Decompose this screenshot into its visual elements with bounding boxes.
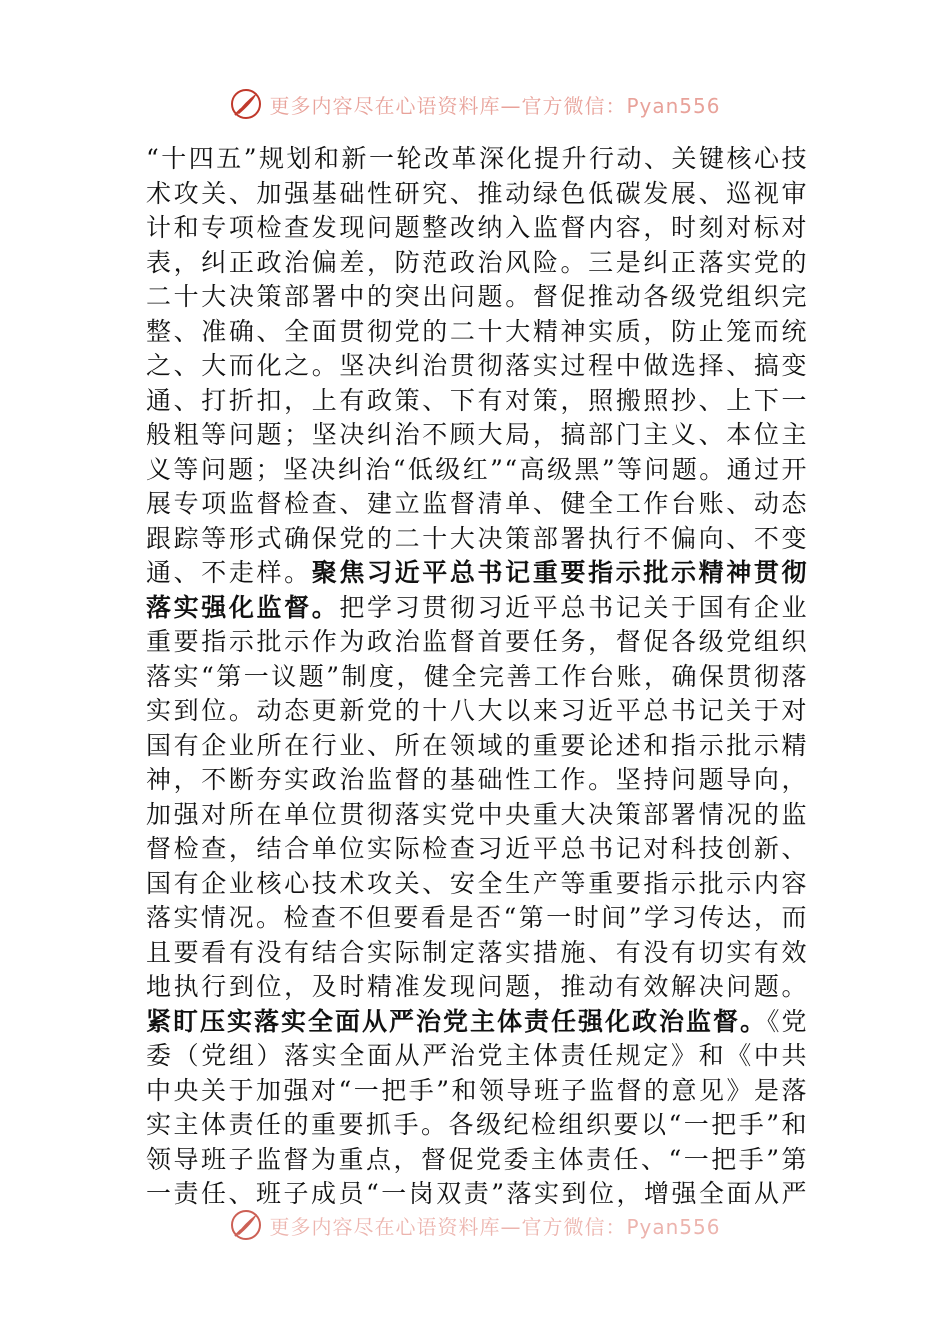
quill-logo-icon bbox=[229, 87, 263, 121]
header-watermark bbox=[0, 84, 950, 124]
footer-watermark bbox=[0, 1205, 950, 1245]
paragraph-segment: “十四五”规划和新一轮改革深化提升行动、关键核心技术攻关、加强基础性研究、推动绿色低碳发展、巡视审计和专项检查发现问题整改纳入监督内容，时刻对标对表，纠正政治偏差，防范政治风险。三是纠正落实党的二十大决策部署中的突出问题。督促推动各级党组织完整、准确、全面贯彻党的二十大精神实质，防止笼而统之、大而化之。坚决纠治贯彻落实过程中做选择、搞变通、打折扣，上有政策、下有对策，照搬照抄、上下一般粗等问题；坚决纠治不顾大局，搞部门主义、本位主义等问题；坚决纠治“低级红”“高级黑”等问题。通过开展专项监督检查、建立监督清单、健全工作台账、动态跟踪等形式确保党的二十大决策部署执行不偏向、不变通、不走样。 bbox=[146, 144, 808, 587]
watermark-text: 更多内容尽在心语资料库—官方微信：Pyan556 bbox=[269, 1214, 721, 1239]
bold-heading: 聚焦习近平总书记重要指示批示精神贯彻落实强化监督。 bbox=[146, 558, 808, 622]
bold-heading: 紧盯压实落实全面从严治党主体责任强化政治监督。 bbox=[146, 1006, 767, 1036]
paragraph-segment: 把学习贯彻习近平总书记关于国有企业重要指示批示作为政治监督首要任务，督促各级党组织落实“第一议题”制度，健全完善工作台账，确保贯彻落实到位。动态更新党的十八大以来习近平总书记关于对国有企业所在行业、所在领域的重要论述和指示批示精神，不断夯实政治监督的基础性工作。坚持问题导向，加强对所在单位贯彻落实党中央重大决策部署情况的监督检查，结合单位实际检查习近平总书记对科技创新、国有企业核心技术攻关、安全生产等重要指示批示内容落实情况。检查不但要看是否“第一时间”学习传达，而且要看有没有结合实际制定落实措施、有没有切实有效地执行到位，及时精准发现问题，推动有效解决问题。 bbox=[146, 592, 808, 1001]
watermark-text: 更多内容尽在心语资料库—官方微信：Pyan556 bbox=[269, 93, 721, 118]
document-body bbox=[146, 142, 808, 1214]
quill-logo-icon bbox=[229, 1208, 263, 1242]
paragraph-segment: 《党委（党组）落实全面从严治党主体责任规定》和《中共中央关于加强对“一把手”和领导班子监督的意见》是落实主体责任的重要抓手。各级纪检组织要以“一把手”和领导班子监督为重点，督促党委主体责任、“一把手”第一责任、班子成员“一岗双责”落实到位，增强全面从严 bbox=[146, 1006, 808, 1208]
